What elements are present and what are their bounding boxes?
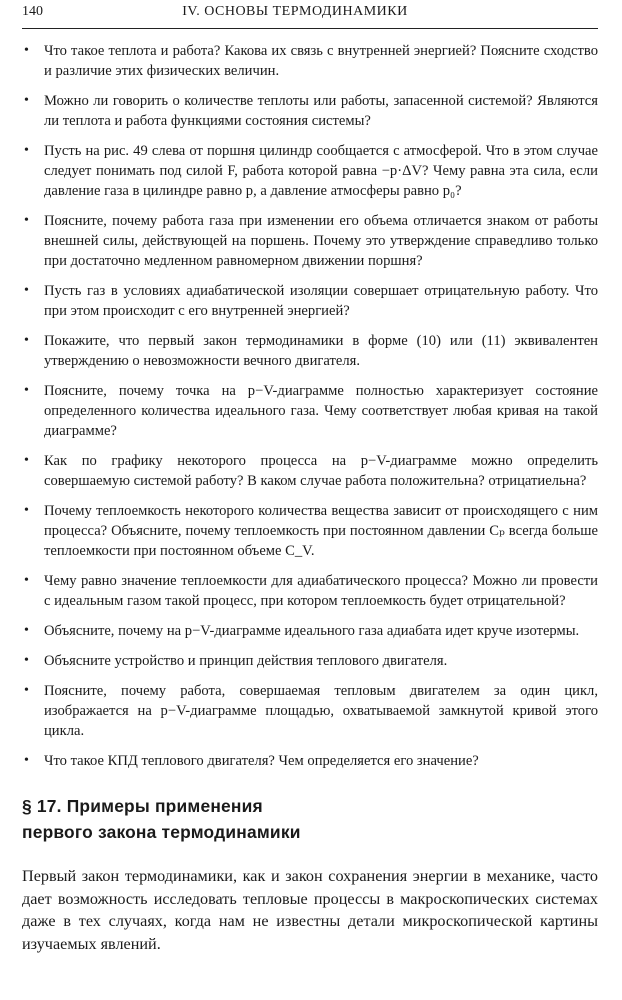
question-item — [22, 281, 598, 321]
question-item — [22, 751, 598, 771]
question-item — [22, 681, 598, 741]
header-rule — [22, 28, 598, 29]
page-number: 140 — [22, 4, 43, 19]
question-list — [22, 41, 598, 771]
bullet-icon: • — [24, 653, 29, 668]
question-item — [22, 91, 598, 131]
question-item — [22, 331, 598, 371]
question-item — [22, 571, 598, 611]
bullet-icon: • — [24, 93, 29, 108]
section-heading — [22, 793, 598, 845]
question-text: Поясните, почему точка на p−V-диаграмме полностью характеризует состояние определенного количества идеального газа. Чему соответствует любая кривая на такой диаграмме? — [44, 383, 598, 439]
bullet-icon: • — [24, 383, 29, 398]
question-item — [22, 41, 598, 81]
question-text: Объясните устройство и принцип действия теплового двигателя. — [44, 653, 448, 669]
bullet-icon: • — [24, 683, 29, 698]
question-text: Можно ли говорить о количестве теплоты или работы, запасенной системой? Являются ли теплота и работа функциями состояния системы? — [44, 93, 598, 129]
question-text: Пусть на рис. 49 слева от поршня цилиндр сообщается с атмосферой. Что в этом случае следует понимать под силой F, работа которой равна −p·ΔV? Чему равна эта сила, если давление газа в цилиндре равно p, а давление атмосферы равно p₀? — [44, 143, 598, 199]
question-text: Почему теплоемкость некоторого количества вещества зависит от происходящего с ним процесса? Объясните, почему теплоемкость при постоянном давлении Cₚ всегда больше теплоемкости при постоянном объеме C_V. — [44, 503, 598, 559]
question-text: Как по графику некоторого процесса на p−V-диаграмме можно определить совершаемую системой работу? В каком случае работа положительна? отрицатиельна? — [44, 453, 598, 489]
question-item — [22, 621, 598, 641]
body-paragraph: Первый закон термодинамики, как и закон сохранения энергии в механике, часто дает возможность исследовать тепловые процессы в макроскопических системах даже в тех случаях, когда нам не известны детали микроскопической картины изучаемых явлений. — [22, 867, 598, 953]
question-item — [22, 141, 598, 201]
bullet-icon: • — [24, 333, 29, 348]
section-title-line-1: § 17. Примеры применения — [22, 796, 263, 816]
question-text: Покажите, что первый закон термодинамики в форме (10) или (11) эквивалентен утверждению о невозможности вечного двигателя. — [44, 333, 598, 369]
question-text: Чему равно значение теплоемкости для адиабатического процесса? Можно ли провести с идеальным газом такой процесс, при котором теплоемкость будет отрицательной? — [44, 573, 598, 609]
bullet-icon: • — [24, 453, 29, 468]
bullet-icon: • — [24, 143, 29, 158]
question-item — [22, 451, 598, 491]
page-header — [22, 0, 598, 28]
question-text: Что такое теплота и работа? Какова их связь с внутренней энергией? Поясните сходство и различие этих физических величин. — [44, 43, 598, 79]
question-text: Что такое КПД теплового двигателя? Чем определяется его значение? — [44, 753, 479, 769]
section-title-line-2: первого закона термодинамики — [22, 822, 301, 842]
question-item — [22, 651, 598, 671]
question-text: Поясните, почему работа газа при изменении его объема отличается знаком от работы внешней силы, действующей на поршень. Почему это утверждение справедливо только при достаточно медленном равномерном движении поршня? — [44, 213, 598, 269]
question-item — [22, 381, 598, 441]
question-text: Объясните, почему на p−V-диаграмме идеального газа адиабата идет круче изотермы. — [44, 623, 580, 639]
bullet-icon: • — [24, 43, 29, 58]
running-head: IV. ОСНОВЫ ТЕРМОДИНАМИКИ — [182, 4, 408, 19]
question-item — [22, 211, 598, 271]
question-text: Поясните, почему работа, совершаемая тепловым двигателем за один цикл, изображается на p−V-диаграмме площадью, охватываемой замкнутой кривой этого цикла. — [44, 683, 598, 739]
bullet-icon: • — [24, 213, 29, 228]
bullet-icon: • — [24, 573, 29, 588]
question-text: Пусть газ в условиях адиабатической изоляции совершает отрицательную работу. Что при этом происходит с его внутренней энергией? — [44, 283, 598, 319]
bullet-icon: • — [24, 503, 29, 518]
question-item — [22, 501, 598, 561]
bullet-icon: • — [24, 283, 29, 298]
bullet-icon: • — [24, 623, 29, 638]
bullet-icon: • — [24, 753, 29, 768]
